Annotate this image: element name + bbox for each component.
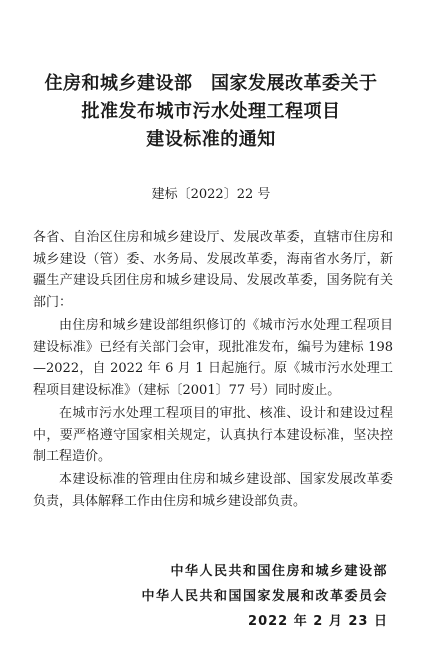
document-number: 建标〔2022〕22 号: [151, 187, 271, 202]
notice-title-line-3: 建设标准的通知: [146, 129, 276, 150]
addressees: 各省、自治区住房和城乡建设厅、发展改革委，直辖市住房和城乡建设（管）委、水务局、发展改革委，海南省水务厅，新疆生产建设兵团住房和城乡建设局、发展改革委，国务院有关部门：: [33, 230, 393, 310]
signature-ndrc: 中华人民共和国国家发展和改革委员会: [141, 589, 388, 604]
paragraph-3: 本建设标准的管理由住房和城乡建设部、国家发展改革委负责，具体解释工作由住房和城乡建设部负责。: [33, 472, 393, 509]
notice-title-line-1: 住房和城乡建设部 国家发展改革委关于: [44, 73, 378, 94]
notice-title-line-2: 批准发布城市污水处理工程项目: [81, 101, 341, 122]
paragraph-1: 由住房和城乡建设部组织修订的《城市污水处理工程项目建设标准》已经有关部门会审，现批准发布，编号为建标 198—2022，自 2022 年 6 月 1 日起施行。原《城市污水处理工程项目建设标准》（建标〔2001〕77 号）同时废止。: [33, 318, 393, 398]
issue-date: 2022 年 2 月 23 日: [248, 614, 388, 629]
paragraph-2: 在城市污水处理工程项目的审批、核准、设计和建设过程中，要严格遵守国家相关规定，认真执行本建设标准，坚决控制工程造价。: [33, 406, 393, 464]
signature-mohurd: 中华人民共和国住房和城乡建设部: [170, 564, 388, 579]
